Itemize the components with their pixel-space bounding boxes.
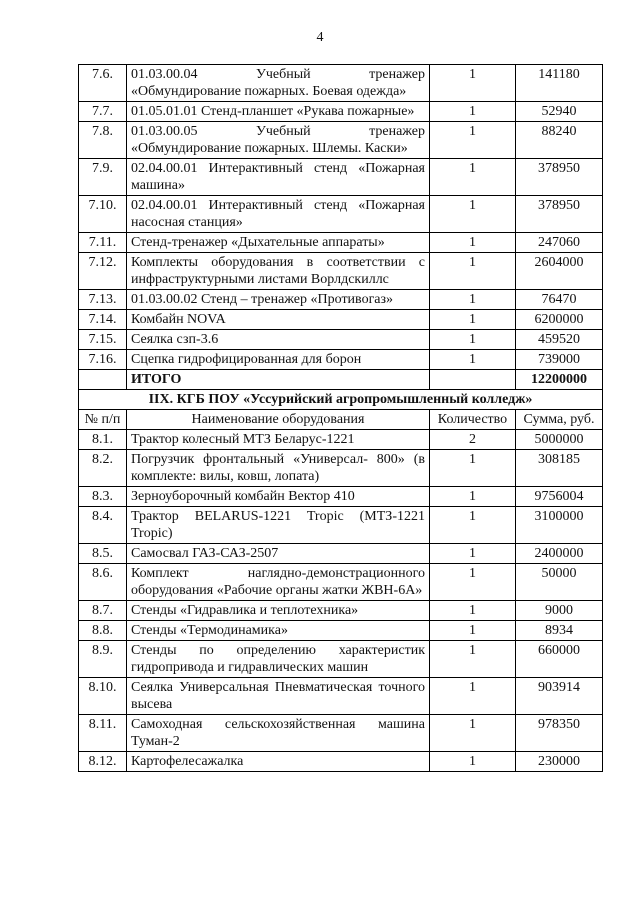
quantity: 1 [430, 310, 516, 330]
amount: 50000 [516, 564, 603, 601]
table-row [79, 752, 603, 772]
header-row [79, 410, 603, 430]
table-row [79, 290, 603, 310]
table-row [79, 122, 603, 159]
section8-body [79, 430, 603, 772]
quantity: 1 [430, 564, 516, 601]
table-row [79, 102, 603, 122]
row-number: 8.12. [79, 752, 127, 772]
quantity: 1 [430, 678, 516, 715]
quantity: 1 [430, 122, 516, 159]
equipment-name: 01.05.01.01 Стенд-планшет «Рукава пожарные» [127, 102, 430, 122]
quantity: 1 [430, 752, 516, 772]
quantity: 1 [430, 233, 516, 253]
row-number: 8.7. [79, 601, 127, 621]
equipment-name: Стенды по определению характеристик гидропривода и гидравлических машин [127, 641, 430, 678]
page-number: 4 [316, 30, 324, 45]
quantity: 1 [430, 450, 516, 487]
equipment-name: Самосвал ГАЗ-САЗ-2507 [127, 544, 430, 564]
quantity: 1 [430, 601, 516, 621]
table-row [79, 641, 603, 678]
table-row [79, 253, 603, 290]
table-row [79, 564, 603, 601]
row-number: 8.6. [79, 564, 127, 601]
equipment-name: 01.03.00.02 Стенд – тренажер «Противогаз» [127, 290, 430, 310]
amount: 308185 [516, 450, 603, 487]
row-number: 7.16. [79, 350, 127, 370]
table-row [79, 715, 603, 752]
row-number: 8.4. [79, 507, 127, 544]
table-row [79, 678, 603, 715]
header-name: Наименование оборудования [127, 410, 430, 430]
row-number: 8.8. [79, 621, 127, 641]
amount: 230000 [516, 752, 603, 772]
quantity: 1 [430, 102, 516, 122]
row-number: 7.12. [79, 253, 127, 290]
row-number: 7.10. [79, 196, 127, 233]
amount: 739000 [516, 350, 603, 370]
equipment-table [78, 64, 603, 772]
equipment-name: Самоходная сельскохозяйственная машина Туман-2 [127, 715, 430, 752]
row-number: 8.1. [79, 430, 127, 450]
section8-heading [79, 390, 603, 430]
amount: 52940 [516, 102, 603, 122]
row-number: 7.11. [79, 233, 127, 253]
row-number: 7.8. [79, 122, 127, 159]
amount: 9756004 [516, 487, 603, 507]
table-row [79, 196, 603, 233]
quantity: 1 [430, 350, 516, 370]
equipment-name: Стенды «Гидравлика и теплотехника» [127, 601, 430, 621]
quantity: 1 [430, 715, 516, 752]
amount: 6200000 [516, 310, 603, 330]
row-number: 7.7. [79, 102, 127, 122]
equipment-name: Стенд-тренажер «Дыхательные аппараты» [127, 233, 430, 253]
total-qty-cell [430, 370, 516, 390]
table-row [79, 159, 603, 196]
row-number: 8.9. [79, 641, 127, 678]
equipment-name: Картофелесажалка [127, 752, 430, 772]
row-number: 7.13. [79, 290, 127, 310]
table-row [79, 430, 603, 450]
equipment-name: Трактор BELARUS-1221 Tropic (МТЗ-1221 Tropic) [127, 507, 430, 544]
row-number: 8.3. [79, 487, 127, 507]
amount: 141180 [516, 65, 603, 102]
equipment-name: 01.03.00.04 Учебный тренажер «Обмундирование пожарных. Боевая одежда» [127, 65, 430, 102]
amount: 3100000 [516, 507, 603, 544]
quantity: 1 [430, 544, 516, 564]
equipment-name: 02.04.00.01 Интерактивный стенд «Пожарная машина» [127, 159, 430, 196]
table-row [79, 601, 603, 621]
table-row [79, 487, 603, 507]
amount: 5000000 [516, 430, 603, 450]
amount: 76470 [516, 290, 603, 310]
table-row [79, 350, 603, 370]
quantity: 1 [430, 196, 516, 233]
section7-total [79, 370, 603, 390]
quantity: 1 [430, 290, 516, 310]
equipment-name: Комплекты оборудования в соответствии с инфраструктурными листами Ворлдскиллс [127, 253, 430, 290]
quantity: 1 [430, 487, 516, 507]
total-label: ИТОГО [127, 370, 430, 390]
amount: 378950 [516, 159, 603, 196]
header-num: № п/п [79, 410, 127, 430]
equipment-name: Сцепка гидрофицированная для борон [127, 350, 430, 370]
table-row [79, 310, 603, 330]
row-number: 7.9. [79, 159, 127, 196]
table-row [79, 233, 603, 253]
amount: 660000 [516, 641, 603, 678]
equipment-name: Зерноуборочный комбайн Вектор 410 [127, 487, 430, 507]
equipment-name: Погрузчик фронтальный «Универсал- 800» (в комплекте: вилы, ковш, лопата) [127, 450, 430, 487]
quantity: 2 [430, 430, 516, 450]
amount: 88240 [516, 122, 603, 159]
total-num-cell [79, 370, 127, 390]
amount: 378950 [516, 196, 603, 233]
equipment-name: Трактор колесный МТЗ Беларус-1221 [127, 430, 430, 450]
table-row [79, 544, 603, 564]
section-title: IIX. КГБ ПОУ «Уссурийский агропромышленный колледж» [79, 390, 603, 410]
table-row [79, 330, 603, 350]
quantity: 1 [430, 65, 516, 102]
total-row [79, 370, 603, 390]
equipment-name: 02.04.00.01 Интерактивный стенд «Пожарная насосная станция» [127, 196, 430, 233]
amount: 903914 [516, 678, 603, 715]
row-number: 7.14. [79, 310, 127, 330]
quantity: 1 [430, 159, 516, 196]
amount: 978350 [516, 715, 603, 752]
amount: 8934 [516, 621, 603, 641]
table-row [79, 65, 603, 102]
row-number: 7.15. [79, 330, 127, 350]
row-number: 8.11. [79, 715, 127, 752]
equipment-name: Комбайн NOVA [127, 310, 430, 330]
quantity: 1 [430, 641, 516, 678]
total-sum: 12200000 [516, 370, 603, 390]
equipment-name: Комплект наглядно-демонстрационного оборудования «Рабочие органы жатки ЖВН-6А» [127, 564, 430, 601]
amount: 459520 [516, 330, 603, 350]
quantity: 1 [430, 507, 516, 544]
header-qty: Количество [430, 410, 516, 430]
quantity: 1 [430, 253, 516, 290]
equipment-name: Сеялка сзп-3.6 [127, 330, 430, 350]
table-row [79, 450, 603, 487]
section-title-row [79, 390, 603, 410]
amount: 247060 [516, 233, 603, 253]
equipment-name: 01.03.00.05 Учебный тренажер «Обмундирование пожарных. Шлемы. Каски» [127, 122, 430, 159]
quantity: 1 [430, 621, 516, 641]
equipment-name: Стенды «Термодинамика» [127, 621, 430, 641]
row-number: 8.2. [79, 450, 127, 487]
amount: 2400000 [516, 544, 603, 564]
header-sum: Сумма, руб. [516, 410, 603, 430]
amount: 2604000 [516, 253, 603, 290]
quantity: 1 [430, 330, 516, 350]
row-number: 8.5. [79, 544, 127, 564]
table-row [79, 507, 603, 544]
section7-body [79, 65, 603, 370]
row-number: 7.6. [79, 65, 127, 102]
table-row [79, 621, 603, 641]
equipment-name: Сеялка Универсальная Пневматическая точного высева [127, 678, 430, 715]
row-number: 8.10. [79, 678, 127, 715]
amount: 9000 [516, 601, 603, 621]
